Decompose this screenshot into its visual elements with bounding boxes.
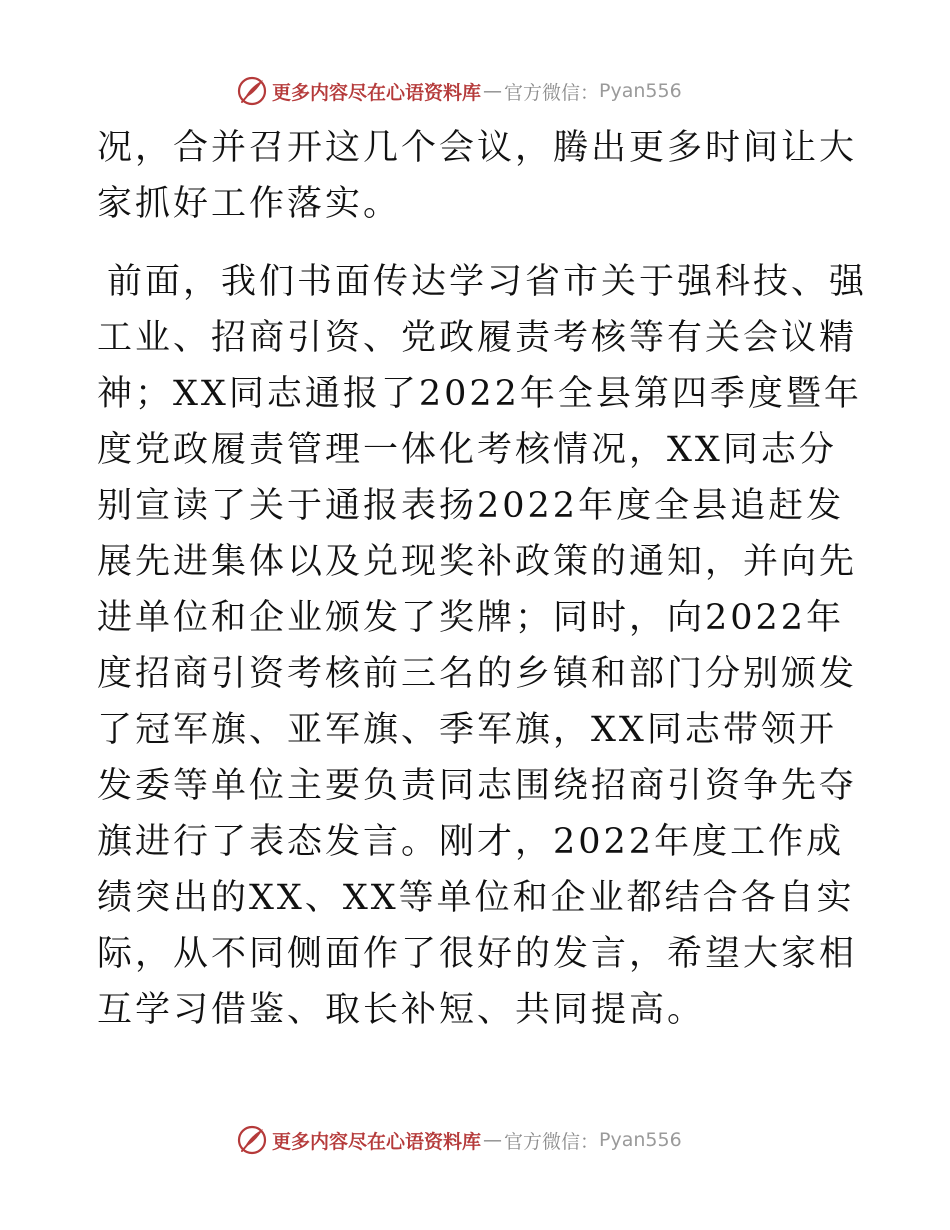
watermark-dash: — [483, 80, 503, 102]
watermark-sub-text: 官方微信： [504, 81, 600, 104]
watermark-main-text: 更多内容尽在心语资料库 [272, 1130, 482, 1153]
paragraph-1: 况，合并召开这几个会议，腾出更多时间让大家抓好工作落实。 [97, 128, 858, 224]
header-watermark [236, 74, 682, 108]
footer-watermark [236, 1123, 682, 1157]
watermark-dash: — [483, 1129, 503, 1151]
quill-circle-icon [236, 1124, 268, 1156]
document-body [97, 120, 867, 1038]
watermark-wechat-id: Pyan556 [599, 1129, 682, 1151]
paragraph-2: 前面，我们书面传达学习省市关于强科技、强工业、招商引资、党政履责考核等有关会议精神；XX同志通报了2022年全县第四季度暨年度党政履责管理一体化考核情况，XX同志分别宣读了关于通报表扬2022年度全县追赶发展先进集体以及兑现奖补政策的通知，并向先进单位和企业颁发了奖牌；同时，向2022年度招商引资考核前三名的乡镇和部门分别颁发了冠军旗、亚军旗、季军旗，XX同志带领开发委等单位主要负责同志围绕招商引资争先夺旗进行了表态发言。刚才，2022年度工作成绩突出的XX、XX等单位和企业都结合各自实际，从不同侧面作了很好的发言，希望大家相互学习借鉴、取长补短、共同提高。 [97, 262, 868, 1030]
watermark-sub-text: 官方微信： [504, 1130, 600, 1153]
watermark-wechat-id: Pyan556 [599, 80, 682, 102]
watermark-main-text: 更多内容尽在心语资料库 [272, 81, 482, 104]
quill-circle-icon [236, 75, 268, 107]
